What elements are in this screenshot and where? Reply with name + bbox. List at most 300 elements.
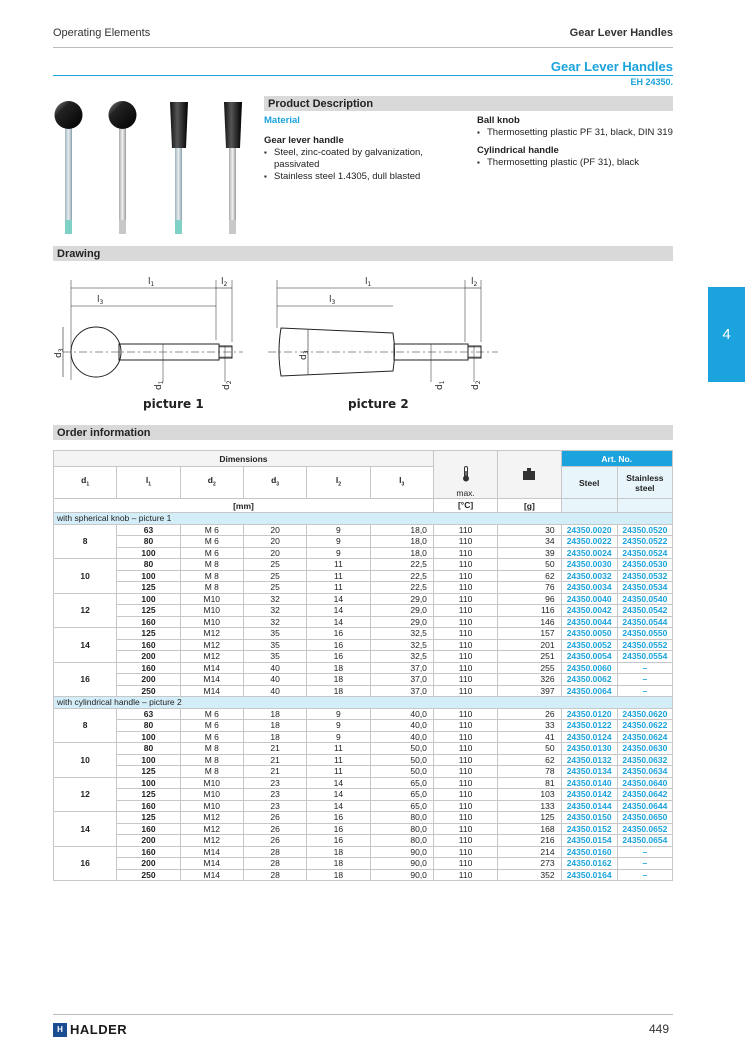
cell-art-steel[interactable]: 24350.0152 <box>561 823 617 835</box>
cell-d2: M 8 <box>180 766 243 778</box>
cell-art-steel[interactable]: 24350.0132 <box>561 754 617 766</box>
cell-l3: 18,0 <box>370 547 433 559</box>
cell-weight: 168 <box>498 823 561 835</box>
cell-weight: 62 <box>498 754 561 766</box>
cell-l3: 90,0 <box>370 846 433 858</box>
unit-art-blank-2 <box>617 499 672 513</box>
cell-d2: M14 <box>180 846 243 858</box>
cell-l1: 200 <box>117 858 180 870</box>
table-row <box>54 869 673 881</box>
ball-knob-zinc-photo <box>55 101 83 234</box>
cell-l1: 100 <box>117 731 180 743</box>
cell-temp: 110 <box>433 674 497 686</box>
cell-d2: M12 <box>180 628 243 640</box>
art-no-header: Art. No. <box>561 451 672 467</box>
order-table <box>53 450 673 881</box>
cell-d3: 18 <box>243 720 306 732</box>
cell-temp: 110 <box>433 858 497 870</box>
table-row <box>54 743 673 755</box>
cell-d3: 20 <box>243 524 306 536</box>
cell-temp: 110 <box>433 777 497 789</box>
cell-l1: 160 <box>117 800 180 812</box>
cell-d3: 32 <box>243 605 306 617</box>
cell-l3: 37,0 <box>370 685 433 697</box>
weight-header <box>498 451 561 499</box>
cell-temp: 110 <box>433 800 497 812</box>
cell-temp: 110 <box>433 720 497 732</box>
cell-l3: 65,0 <box>370 800 433 812</box>
cell-weight: 251 <box>498 651 561 663</box>
header-divider <box>53 47 673 48</box>
cell-d3: 28 <box>243 858 306 870</box>
dim-d3-label-2: $d_3$ <box>299 350 310 360</box>
cell-art-steel[interactable]: 24350.0160 <box>561 846 617 858</box>
cell-art-steel[interactable]: 24350.0162 <box>561 858 617 870</box>
cell-art-steel[interactable]: 24350.0050 <box>561 628 617 640</box>
cell-art-stainless[interactable]: 24350.0542 <box>617 605 672 617</box>
cell-art-stainless[interactable]: 24350.0522 <box>617 536 672 548</box>
logo-mark: H <box>53 1023 67 1037</box>
cell-art-stainless[interactable]: 24350.0644 <box>617 800 672 812</box>
table-row <box>54 639 673 651</box>
cell-d3: 32 <box>243 593 306 605</box>
cell-d1: 14 <box>54 812 117 847</box>
cell-l2: 18 <box>307 662 370 674</box>
cell-art-stainless[interactable]: 24350.0534 <box>617 582 672 594</box>
cell-art-stainless[interactable]: 24350.0624 <box>617 731 672 743</box>
cell-l2: 14 <box>307 777 370 789</box>
order-table-head <box>54 451 673 513</box>
cell-art-steel[interactable]: 24350.0042 <box>561 605 617 617</box>
table-row <box>54 789 673 801</box>
cell-d3: 25 <box>243 582 306 594</box>
cell-l3: 40,0 <box>370 708 433 720</box>
cell-l3: 65,0 <box>370 789 433 801</box>
cell-l1: 125 <box>117 812 180 824</box>
dim-l3-label-2: $l_3$ <box>329 295 336 306</box>
cell-weight: 146 <box>498 616 561 628</box>
cell-l3: 90,0 <box>370 858 433 870</box>
thermometer-icon <box>462 466 470 482</box>
cell-l3: 50,0 <box>370 766 433 778</box>
page-title: Gear Lever Handles <box>550 59 673 74</box>
cell-l1: 200 <box>117 651 180 663</box>
gear-lever-item: ▪ Stainless steel 1.4305, dull blasted <box>264 171 444 183</box>
cell-art-stainless[interactable]: 24350.0550 <box>617 628 672 640</box>
cell-art-stainless[interactable]: 24350.0650 <box>617 812 672 824</box>
cell-d1: 10 <box>54 559 117 594</box>
header-chapter: Gear Lever Handles <box>569 27 673 39</box>
cell-l1: 100 <box>117 754 180 766</box>
cell-art-steel[interactable]: 24350.0024 <box>561 547 617 559</box>
cell-l2: 16 <box>307 651 370 663</box>
cell-art-steel[interactable]: 24350.0040 <box>561 593 617 605</box>
cell-d3: 21 <box>243 766 306 778</box>
cell-d2: M12 <box>180 651 243 663</box>
cyl-handle-zinc-photo <box>170 102 188 234</box>
cell-art-steel[interactable]: 24350.0134 <box>561 766 617 778</box>
cell-weight: 76 <box>498 582 561 594</box>
title-divider <box>53 75 673 76</box>
cell-d1: 10 <box>54 743 117 778</box>
cell-temp: 110 <box>433 570 497 582</box>
cell-art-steel[interactable]: 24350.0052 <box>561 639 617 651</box>
table-row <box>54 812 673 824</box>
cell-art-steel[interactable]: 24350.0142 <box>561 789 617 801</box>
table-row <box>54 524 673 536</box>
table-row <box>54 823 673 835</box>
col-d1: $d_1$ <box>54 467 117 499</box>
cell-l1: 100 <box>117 570 180 582</box>
ball-knob-stainless-photo <box>109 101 137 234</box>
cell-l3: 80,0 <box>370 823 433 835</box>
cell-art-stainless[interactable]: 24350.0544 <box>617 616 672 628</box>
cell-art-steel[interactable]: 24350.0120 <box>561 708 617 720</box>
cell-l3: 90,0 <box>370 869 433 881</box>
cell-l2: 14 <box>307 789 370 801</box>
table-row <box>54 777 673 789</box>
cell-art-steel[interactable]: 24350.0030 <box>561 559 617 571</box>
order-table-body <box>54 513 673 881</box>
cell-l3: 37,0 <box>370 674 433 686</box>
cell-l2: 18 <box>307 685 370 697</box>
cell-l3: 18,0 <box>370 524 433 536</box>
cell-art-stainless[interactable]: 24350.0640 <box>617 777 672 789</box>
weight-icon <box>523 468 535 480</box>
unit-temp: max. [°C] <box>433 499 497 513</box>
cell-art-stainless[interactable]: 24350.0620 <box>617 708 672 720</box>
cell-art-stainless[interactable]: 24350.0540 <box>617 593 672 605</box>
cell-l2: 9 <box>307 708 370 720</box>
cell-l2: 16 <box>307 639 370 651</box>
cell-l2: 18 <box>307 869 370 881</box>
cell-art-steel[interactable]: 24350.0130 <box>561 743 617 755</box>
cell-l2: 11 <box>307 766 370 778</box>
cell-d2: M12 <box>180 812 243 824</box>
cyl-handle-stainless-photo <box>224 102 242 234</box>
cell-art-steel[interactable]: 24350.0044 <box>561 616 617 628</box>
cell-l1: 80 <box>117 559 180 571</box>
product-code: EH 24350. <box>630 77 673 87</box>
cell-temp: 110 <box>433 708 497 720</box>
halder-logo <box>53 1022 127 1037</box>
cell-art-steel[interactable]: 24350.0054 <box>561 651 617 663</box>
cell-d3: 25 <box>243 559 306 571</box>
cell-d1: 16 <box>54 662 117 697</box>
cell-l2: 11 <box>307 559 370 571</box>
cell-weight: 326 <box>498 674 561 686</box>
cell-d3: 20 <box>243 547 306 559</box>
table-row <box>54 766 673 778</box>
technical-drawing <box>53 270 513 420</box>
cell-temp: 110 <box>433 846 497 858</box>
cell-d3: 35 <box>243 628 306 640</box>
ball-knob-item: ▪ Thermosetting plastic PF 31, black, DIN 319 <box>477 127 673 139</box>
cell-art-steel[interactable]: 24350.0144 <box>561 800 617 812</box>
cell-d1: 8 <box>54 708 117 743</box>
cell-temp: 110 <box>433 662 497 674</box>
cell-art-stainless[interactable]: 24350.0524 <box>617 547 672 559</box>
cell-l3: 50,0 <box>370 743 433 755</box>
dim-l2-label: $l_2$ <box>221 277 228 288</box>
table-row <box>54 628 673 640</box>
cell-temp: 110 <box>433 869 497 881</box>
cell-temp: 110 <box>433 628 497 640</box>
cell-l3: 80,0 <box>370 812 433 824</box>
cell-l1: 160 <box>117 662 180 674</box>
cell-d3: 32 <box>243 616 306 628</box>
cell-d1: 12 <box>54 777 117 812</box>
cell-art-stainless[interactable]: – <box>617 858 672 870</box>
cell-art-stainless[interactable]: – <box>617 674 672 686</box>
cell-weight: 78 <box>498 766 561 778</box>
dim-l1-label: $l_1$ <box>148 277 155 288</box>
cell-weight: 133 <box>498 800 561 812</box>
cell-art-steel[interactable]: 24350.0032 <box>561 570 617 582</box>
cell-l3: 22,5 <box>370 582 433 594</box>
cell-d3: 35 <box>243 651 306 663</box>
cell-d2: M10 <box>180 593 243 605</box>
cell-weight: 39 <box>498 547 561 559</box>
cell-l2: 14 <box>307 800 370 812</box>
cell-l1: 125 <box>117 628 180 640</box>
cell-art-stainless[interactable]: – <box>617 869 672 881</box>
cell-d2: M12 <box>180 639 243 651</box>
page-number: 449 <box>648 1022 669 1036</box>
cell-art-stainless[interactable]: 24350.0532 <box>617 570 672 582</box>
cell-art-steel[interactable]: 24350.0034 <box>561 582 617 594</box>
dim-l1-label-2: $l_1$ <box>365 277 372 288</box>
table-row <box>54 835 673 847</box>
cell-l2: 18 <box>307 858 370 870</box>
cell-art-stainless[interactable]: 24350.0630 <box>617 743 672 755</box>
cell-l3: 65,0 <box>370 777 433 789</box>
table-row <box>54 800 673 812</box>
col-l1: $l_1$ <box>117 467 180 499</box>
cell-l2: 11 <box>307 754 370 766</box>
cell-weight: 50 <box>498 559 561 571</box>
cell-art-stainless[interactable]: 24350.0632 <box>617 754 672 766</box>
table-row <box>54 582 673 594</box>
cell-d2: M 6 <box>180 547 243 559</box>
cyl-handle-list <box>477 157 673 169</box>
cell-l1: 160 <box>117 846 180 858</box>
cell-l1: 125 <box>117 766 180 778</box>
col-d2: $d_2$ <box>180 467 243 499</box>
cell-l1: 125 <box>117 789 180 801</box>
cell-art-steel[interactable]: 24350.0122 <box>561 720 617 732</box>
table-row <box>54 720 673 732</box>
cell-d2: M 6 <box>180 524 243 536</box>
cell-weight: 50 <box>498 743 561 755</box>
cell-l2: 9 <box>307 536 370 548</box>
cell-d3: 25 <box>243 570 306 582</box>
cell-d2: M 8 <box>180 582 243 594</box>
cell-d3: 40 <box>243 674 306 686</box>
cell-d3: 26 <box>243 812 306 824</box>
dim-l2-label-2: $l_2$ <box>471 277 478 288</box>
cell-l2: 11 <box>307 743 370 755</box>
cell-d2: M 6 <box>180 731 243 743</box>
cell-art-steel[interactable]: 24350.0064 <box>561 685 617 697</box>
gear-lever-list <box>264 147 444 183</box>
dimensions-header: Dimensions <box>54 451 434 467</box>
cell-art-steel[interactable]: 24350.0124 <box>561 731 617 743</box>
cell-temp: 110 <box>433 766 497 778</box>
cell-weight: 30 <box>498 524 561 536</box>
product-photos <box>53 98 253 240</box>
max-label: max. <box>456 487 475 498</box>
cyl-handle-item: ▪ Thermosetting plastic (PF 31), black <box>477 157 673 169</box>
cell-art-steel[interactable]: 24350.0164 <box>561 869 617 881</box>
table-row <box>54 559 673 571</box>
cyl-handle-title: Cylindrical handle <box>477 145 559 156</box>
cell-weight: 125 <box>498 812 561 824</box>
cell-d3: 23 <box>243 800 306 812</box>
cell-d2: M 8 <box>180 754 243 766</box>
cell-weight: 33 <box>498 720 561 732</box>
cell-weight: 214 <box>498 846 561 858</box>
cell-d2: M 6 <box>180 708 243 720</box>
cell-l3: 80,0 <box>370 835 433 847</box>
cell-art-stainless[interactable]: – <box>617 685 672 697</box>
material-block <box>264 115 444 183</box>
table-row <box>54 858 673 870</box>
material-label: Material <box>264 115 300 126</box>
col-steel: Steel <box>561 467 617 499</box>
cell-l3: 32,5 <box>370 651 433 663</box>
table-row <box>54 674 673 686</box>
cell-l3: 18,0 <box>370 536 433 548</box>
dim-d3-label: $d_3$ <box>54 348 65 358</box>
cell-d2: M 8 <box>180 743 243 755</box>
table-row <box>54 651 673 663</box>
cell-art-steel[interactable]: 24350.0022 <box>561 536 617 548</box>
cell-art-stainless[interactable]: 24350.0642 <box>617 789 672 801</box>
cell-l3: 29,0 <box>370 616 433 628</box>
cell-art-stainless[interactable]: 24350.0622 <box>617 720 672 732</box>
cell-d3: 21 <box>243 743 306 755</box>
cell-d2: M14 <box>180 869 243 881</box>
cell-art-stainless[interactable]: 24350.0652 <box>617 823 672 835</box>
cell-l1: 125 <box>117 582 180 594</box>
cell-l2: 16 <box>307 628 370 640</box>
cell-temp: 110 <box>433 651 497 663</box>
cell-temp: 110 <box>433 593 497 605</box>
picture-1-caption: picture 1 <box>143 397 204 411</box>
group-label: with spherical knob – picture 1 <box>54 513 673 525</box>
logo-text: HALDER <box>70 1022 128 1037</box>
cell-d3: 20 <box>243 536 306 548</box>
footer-divider <box>53 1014 673 1015</box>
cell-art-stainless[interactable]: 24350.0634 <box>617 766 672 778</box>
cell-l2: 14 <box>307 593 370 605</box>
cell-l2: 9 <box>307 720 370 732</box>
cell-temp: 110 <box>433 582 497 594</box>
cell-d2: M10 <box>180 789 243 801</box>
col-d3: $d_3$ <box>243 467 306 499</box>
cell-weight: 397 <box>498 685 561 697</box>
cell-art-steel[interactable]: 24350.0150 <box>561 812 617 824</box>
chapter-tab[interactable]: 4 <box>708 287 745 382</box>
cell-temp: 110 <box>433 754 497 766</box>
cell-art-steel[interactable]: 24350.0140 <box>561 777 617 789</box>
unit-mm: [mm] <box>54 499 434 513</box>
table-row <box>54 536 673 548</box>
dim-d2-label-2: $d_2$ <box>471 380 482 390</box>
cell-l1: 80 <box>117 743 180 755</box>
cell-temp: 110 <box>433 547 497 559</box>
product-description-heading: Product Description <box>264 96 673 111</box>
cell-d3: 28 <box>243 869 306 881</box>
cell-d3: 35 <box>243 639 306 651</box>
cell-l2: 9 <box>307 731 370 743</box>
cell-l1: 125 <box>117 605 180 617</box>
cell-art-stainless[interactable]: 24350.0520 <box>617 524 672 536</box>
cell-l3: 40,0 <box>370 720 433 732</box>
cell-l2: 18 <box>307 846 370 858</box>
cell-d2: M 8 <box>180 570 243 582</box>
cell-temp: 110 <box>433 731 497 743</box>
cell-art-steel[interactable]: 24350.0060 <box>561 662 617 674</box>
cell-art-stainless[interactable]: – <box>617 662 672 674</box>
cell-l1: 160 <box>117 639 180 651</box>
table-row <box>54 846 673 858</box>
cell-weight: 26 <box>498 708 561 720</box>
cell-l1: 250 <box>117 685 180 697</box>
cell-weight: 201 <box>498 639 561 651</box>
cell-weight: 34 <box>498 536 561 548</box>
cell-d2: M12 <box>180 823 243 835</box>
cell-d3: 40 <box>243 662 306 674</box>
cell-weight: 96 <box>498 593 561 605</box>
cell-d1: 16 <box>54 846 117 881</box>
ball-knob-list <box>477 127 673 139</box>
cell-art-steel[interactable]: 24350.0020 <box>561 524 617 536</box>
gear-lever-item: ▪ Steel, zinc-coated by galvanization, passivated <box>264 147 444 171</box>
col-l2: $l_2$ <box>307 467 370 499</box>
cell-d2: M14 <box>180 685 243 697</box>
cell-temp: 110 <box>433 823 497 835</box>
cell-d2: M10 <box>180 777 243 789</box>
cell-weight: 216 <box>498 835 561 847</box>
cell-d3: 18 <box>243 731 306 743</box>
group-label: with cylindrical handle – picture 2 <box>54 697 673 709</box>
table-row <box>54 685 673 697</box>
cell-art-steel[interactable]: 24350.0062 <box>561 674 617 686</box>
cell-art-steel[interactable]: 24350.0154 <box>561 835 617 847</box>
dim-d1-label: $d_1$ <box>154 380 165 390</box>
cell-d2: M10 <box>180 800 243 812</box>
unit-weight: [g] <box>498 499 561 513</box>
dim-l3-label: $l_3$ <box>97 295 104 306</box>
cell-weight: 62 <box>498 570 561 582</box>
cell-l2: 9 <box>307 524 370 536</box>
cell-art-stainless[interactable]: – <box>617 846 672 858</box>
cell-art-stainless[interactable]: 24350.0654 <box>617 835 672 847</box>
cell-art-stainless[interactable]: 24350.0530 <box>617 559 672 571</box>
cell-temp: 110 <box>433 685 497 697</box>
unit-art-blank <box>561 499 617 513</box>
table-row <box>54 708 673 720</box>
cell-temp: 110 <box>433 605 497 617</box>
col-stainless: Stainless steel <box>617 467 672 499</box>
cell-d2: M14 <box>180 674 243 686</box>
cell-art-stainless[interactable]: 24350.0552 <box>617 639 672 651</box>
cell-art-stainless[interactable]: 24350.0554 <box>617 651 672 663</box>
cell-weight: 157 <box>498 628 561 640</box>
group-header-row <box>54 513 673 525</box>
